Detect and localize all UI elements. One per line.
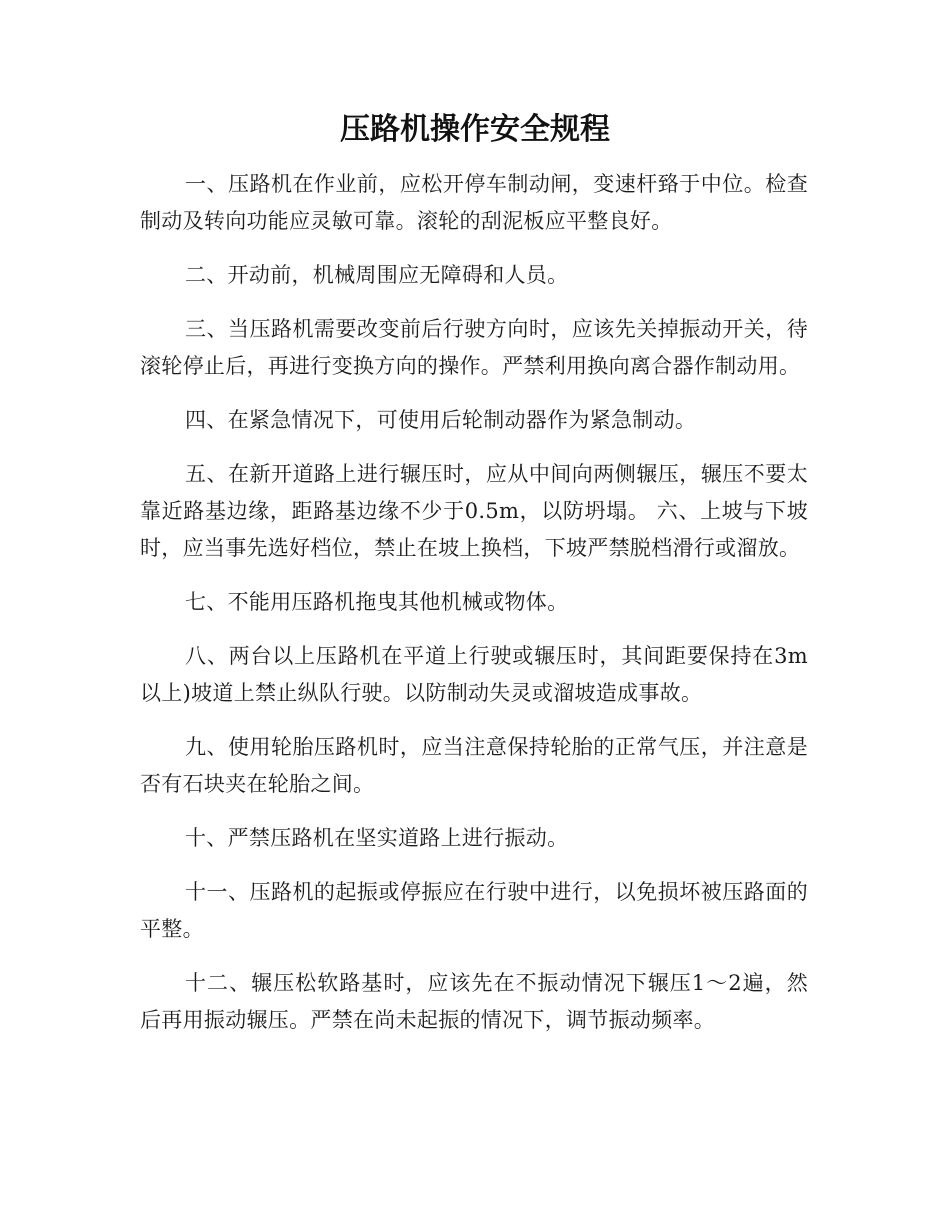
paragraph-2: 二、开动前，机械周围应无障碍和人员。 bbox=[185, 263, 569, 287]
document-title: 压路机操作安全规程 bbox=[340, 112, 610, 147]
paragraph-9: 九、使用轮胎压路机时，应当注意保持轮胎的正常气压，并注意是否有石块夹在轮胎之间。 bbox=[140, 735, 808, 796]
paragraph-12: 十二、辗压松软路基时，应该先在不振动情况下辗压1～2遍，然后再用振动辗压。严禁在尚未起振的情况下，调节振动频率。 bbox=[140, 971, 808, 1032]
paragraph-5: 五、在新开道路上进行辗压时，应从中间向两侧辗压，辗压不要太靠近路基边缘，距路基边缘不少于0.5m，以防坍塌。 六、上坡与下坡时，应当事先选好档位，禁止在坡上换档，下坡严禁脱档滑行或溜放。 bbox=[140, 462, 808, 560]
paragraph-4: 四、在紧急情况下，可使用后轮制动器作为紧急制动。 bbox=[185, 408, 697, 432]
paragraph-7: 七、不能用压路机拖曳其他机械或物体。 bbox=[185, 590, 569, 614]
document-body bbox=[140, 166, 808, 1056]
paragraph-10: 十、严禁压路机在坚实道路上进行振动。 bbox=[185, 826, 569, 850]
paragraph-11: 十一、压路机的起振或停振应在行驶中进行，以免损坏被压路面的平整。 bbox=[140, 880, 808, 941]
paragraph-8: 八、两台以上压路机在平道上行驶或辗压时，其间距要保持在3m以上)坡道上禁止纵队行驶。以防制动失灵或溜坡造成事故。 bbox=[140, 644, 808, 705]
paragraph-1: 一、压路机在作业前，应松开停车制动闸，变速杆臵于中位。检查制动及转向功能应灵敏可靠。滚轮的刮泥板应平整良好。 bbox=[140, 172, 808, 233]
paragraph-3: 三、当压路机需要改变前后行驶方向时，应该先关掉振动开关，待滚轮停止后，再进行变换方向的操作。严禁利用换向离合器作制动用。 bbox=[140, 317, 808, 378]
